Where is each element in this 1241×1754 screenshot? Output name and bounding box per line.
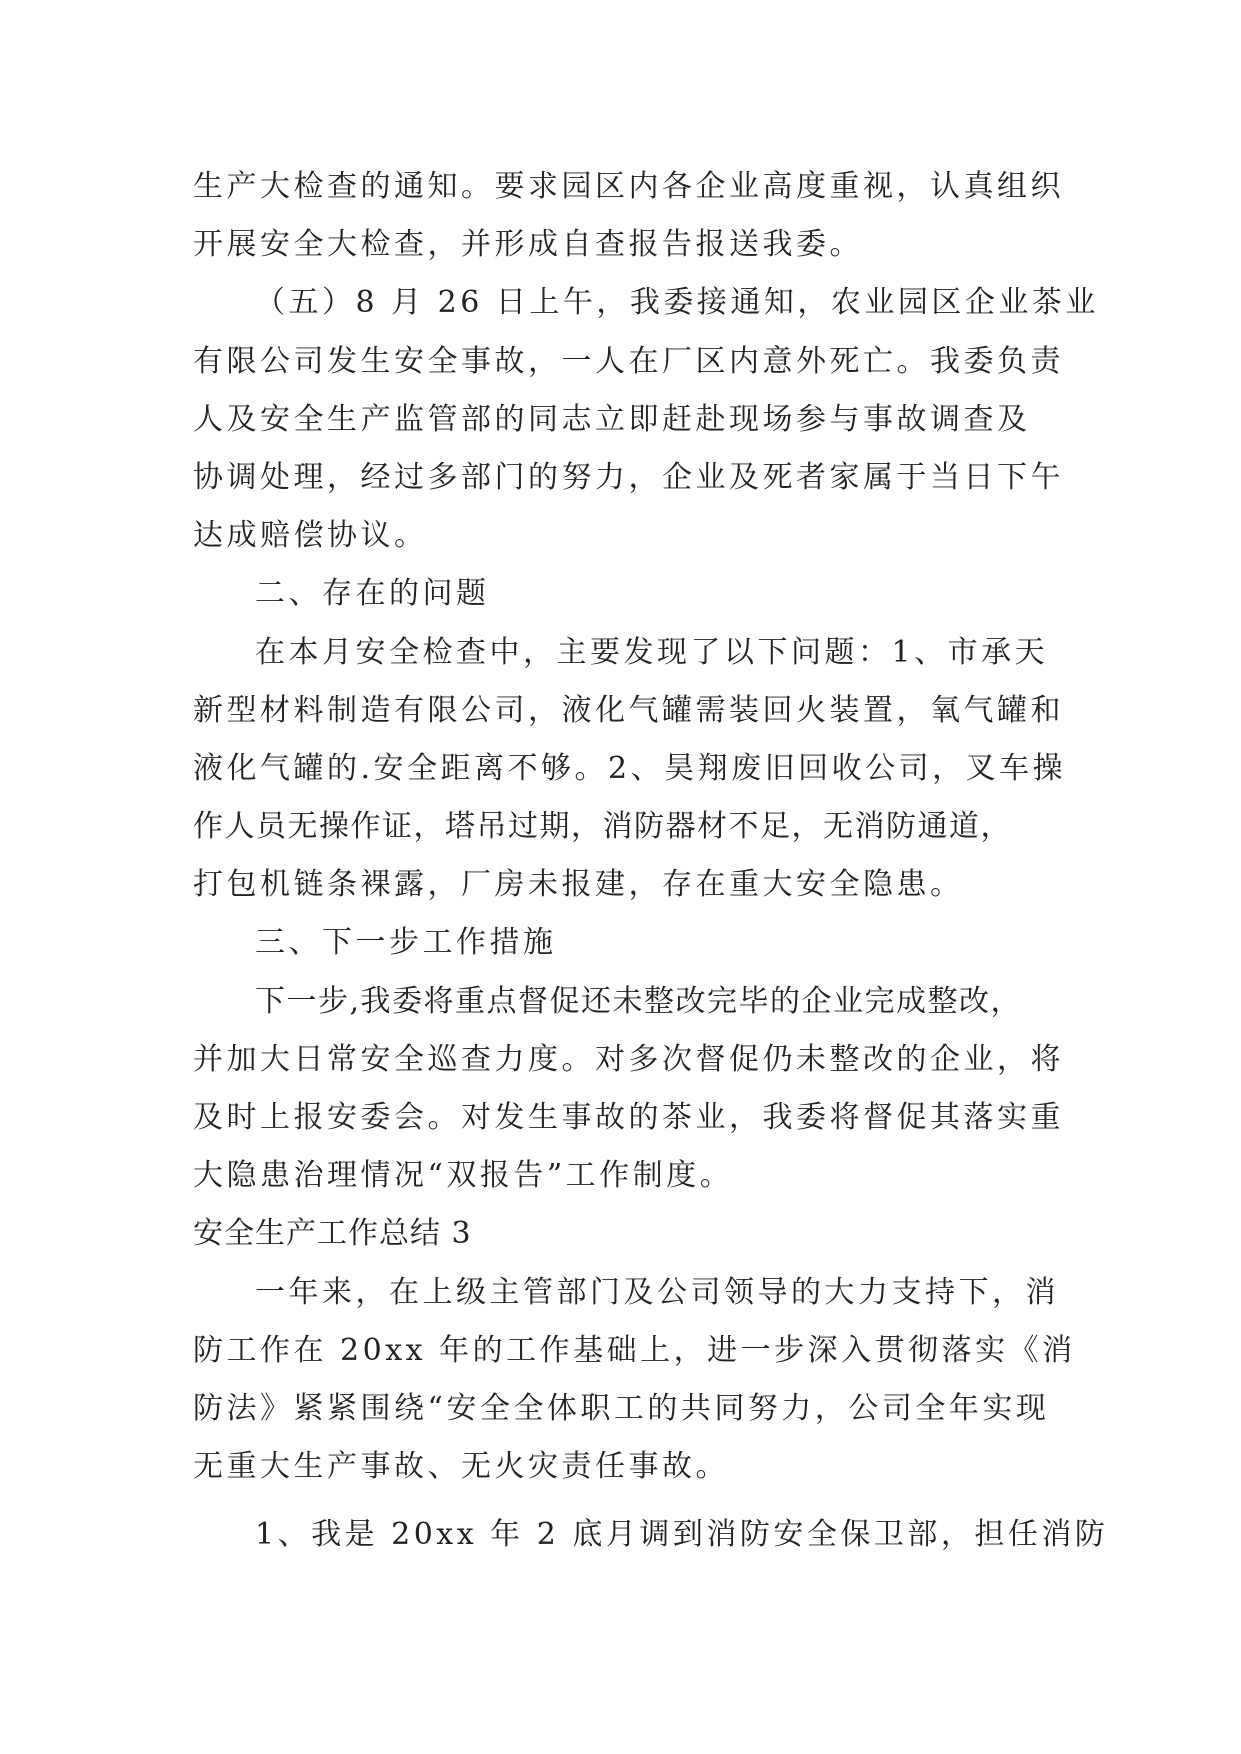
text-line: 及时上报安委会。对发生事故的茶业，我委将督促其落实重 — [193, 1100, 1064, 1135]
text-line: 协调处理，经过多部门的努力，企业及死者家属于当日下午 — [193, 459, 1064, 495]
text-line: 并加大日常安全巡查力度。对多次督促仍未整改的企业，将 — [193, 1041, 1064, 1077]
text-line: 液化气罐的.安全距离不够。2、昊翔废旧回收公司，叉车操 — [193, 750, 1067, 786]
text-line: 大隐患治理情况“双报告”工作制度。 — [193, 1158, 734, 1194]
text-line: 防法》紧紧围绕“安全全体职工的共同努力，公司全年实现 — [193, 1390, 1050, 1426]
paragraph-start: 在本月安全检查中，主要发现了以下问题：1、市承天 — [255, 634, 1049, 670]
text-line: 防工作在 20xx 年的工作基础上，进一步深入贯彻落实《消 — [193, 1332, 1076, 1368]
paragraph-start: 下一步,我委将重点督促还未整改完毕的企业完成整改， — [255, 983, 1023, 1019]
article-title: 安全生产工作总结 3 — [193, 1216, 472, 1252]
text-line: 有限公司发生安全事故，一人在厂区内意外死亡。我委负责 — [193, 343, 1064, 379]
paragraph-start: （五）8 月 26 日上午，我委接通知，农业园区企业茶业 — [255, 285, 1099, 321]
text-line: 打包机链条裸露，厂房未报建，存在重大安全隐患。 — [193, 867, 964, 903]
text-line: 开展安全大检查，并形成自查报告报送我委。 — [193, 227, 863, 263]
text-line: 生产大检查的通知。要求园区内各企业高度重视，认真组织 — [193, 169, 1064, 204]
text-line: 无重大生产事故、无火灾责任事故。 — [193, 1449, 729, 1485]
paragraph-start: 1、我是 20xx 年 2 底月调到消防安全保卫部，担任消防 — [255, 1517, 1109, 1553]
text-line: 作人员无操作证，塔吊过期，消防器材不足，无消防通道， — [193, 809, 1012, 845]
text-line: 人及安全生产监管部的同志立即赶赴现场参与事故调查及 — [193, 401, 1031, 437]
text-line: 新型材料制造有限公司，液化气罐需装回火装置，氧气罐和 — [193, 692, 1064, 728]
paragraph-start: 一年来，在上级主管部门及公司领导的大力支持下，消 — [255, 1274, 1059, 1310]
section-heading: 三、下一步工作措施 — [255, 925, 557, 961]
document-page — [193, 158, 1109, 1565]
section-heading: 二、存在的问题 — [255, 576, 490, 612]
text-line: 达成赔偿协议。 — [193, 518, 428, 554]
